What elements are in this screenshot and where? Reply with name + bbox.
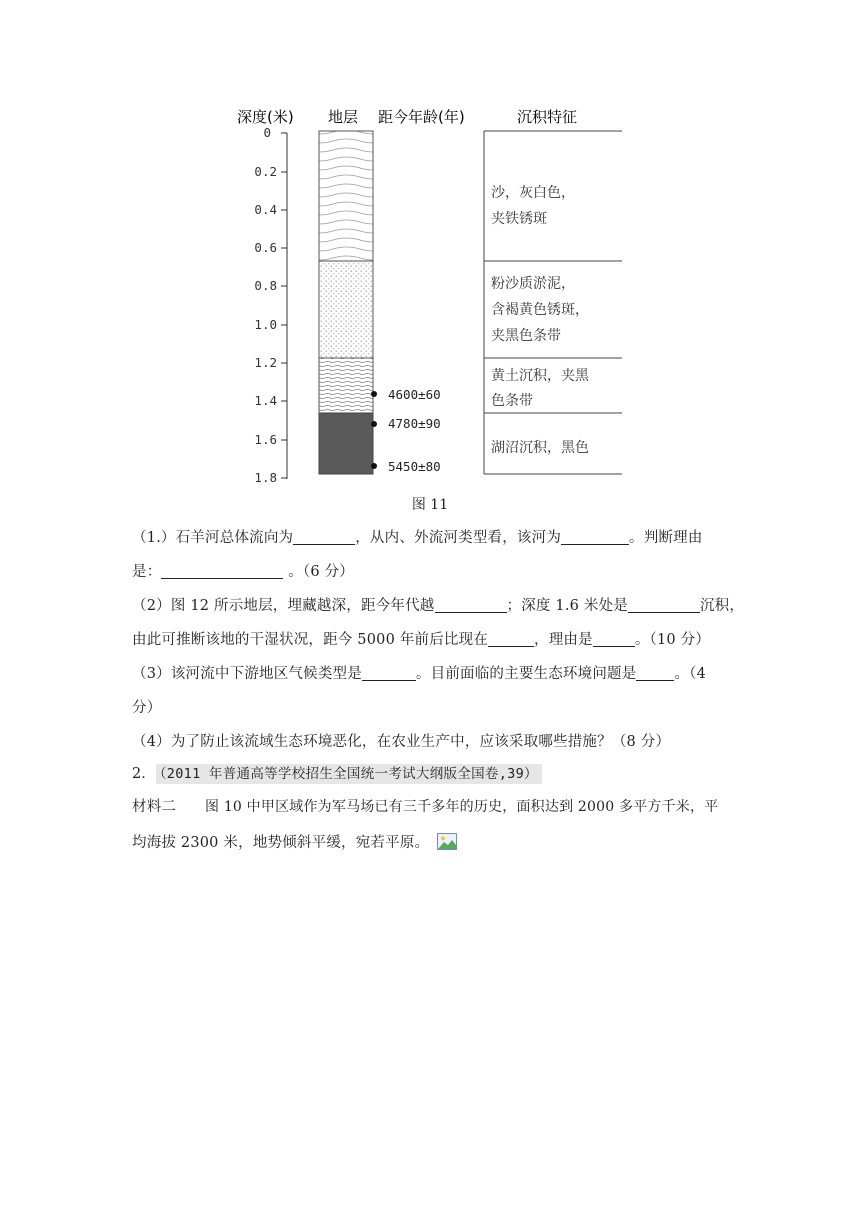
question-4: （4）为了防止该流域生态环境恶化，在农业生产中，应该采取哪些措施？（8 分） — [132, 734, 671, 750]
q1-text-c: 。判断理由 — [629, 530, 703, 546]
feature-silt-line1: 粉沙质淤泥， — [491, 276, 575, 292]
question-3-line2 — [132, 691, 742, 725]
q1-text-d: 是： — [132, 564, 162, 580]
depth-ticks — [281, 133, 287, 478]
q2-blank-reason[interactable] — [593, 630, 635, 647]
q3-text-d: 分） — [132, 700, 162, 716]
q2-text-f: 。（10 分） — [634, 632, 711, 648]
q1-text-b: ，从内、外流河类型看，该河为 — [355, 530, 562, 546]
age-dot-4780 — [371, 421, 377, 427]
q2-text-c: 沉积， — [699, 598, 745, 614]
feature-lake-line1: 湖沼沉积，黑色 — [491, 440, 589, 456]
q1-text-e: 。（6 分） — [288, 564, 355, 580]
material-text-2: 均海拔 2300 米，地势倾斜平缓，宛若平原。 — [132, 835, 430, 851]
depth-label-0.4: 0.4 — [254, 202, 277, 217]
section-2-number: 2． — [132, 766, 156, 782]
age-dot-5450 — [371, 463, 377, 469]
q2-text-b: ；深度 1.6 米处是 — [506, 598, 628, 614]
stratum-lake — [319, 413, 373, 474]
age-label-5450: 5450±80 — [388, 459, 441, 474]
q3-blank-climate[interactable] — [362, 664, 416, 681]
feature-silt-line2: 含褐黄色锈斑， — [491, 302, 589, 318]
header-depth: 深度(米) — [237, 108, 294, 126]
stratum-loess — [319, 358, 373, 413]
age-dot-4600 — [371, 391, 377, 397]
q3-text-c: 。（4 — [674, 666, 707, 682]
material-2-line1 — [132, 790, 742, 824]
q2-text-e: ，理由是 — [534, 632, 593, 648]
depth-label-1.0: 1.0 — [254, 317, 277, 332]
question-2-line1 — [132, 589, 745, 623]
feature-loess-line1: 黄土沉积，夹黑 — [491, 368, 589, 384]
depth-label-0.6: 0.6 — [254, 240, 277, 255]
depth-label-0.2: 0.2 — [254, 164, 277, 179]
feature-sand-line1: 沙，灰白色， — [491, 185, 575, 201]
question-2-line2 — [132, 623, 742, 657]
q1-blank-reason[interactable] — [161, 562, 283, 579]
q2-blank-age[interactable] — [435, 596, 507, 613]
section-2-source: （2011 年普通高等学校招生全国统一考试大纲版全国卷,39） — [156, 764, 542, 784]
question-1-line2 — [132, 555, 742, 589]
header-age: 距今年龄(年) — [378, 108, 465, 126]
figure-caption: 图 11 — [411, 497, 449, 513]
q1-text-a: （1.）石羊河总体流向为 — [132, 530, 294, 546]
stratum-silt — [319, 261, 373, 358]
feature-sand-line2: 夹铁锈斑 — [491, 211, 547, 227]
stratigraphy-diagram — [225, 100, 625, 490]
question-3-line1 — [132, 657, 742, 691]
feature-loess-line2: 色条带 — [491, 393, 533, 409]
material-label: 材料二 — [132, 799, 177, 815]
stratigraphy-figure — [225, 100, 625, 490]
depth-label-1.8: 1.8 — [254, 470, 277, 485]
depth-label-1.6: 1.6 — [254, 432, 277, 447]
q2-text-a: （2）图 12 所示地层，埋藏越深，距今年代越 — [132, 598, 435, 614]
stratum-sand — [319, 131, 373, 261]
depth-label-0.8: 0.8 — [254, 278, 277, 293]
depth-label-0: 0 — [263, 125, 271, 140]
feature-silt-line3: 夹黑色条带 — [491, 328, 561, 344]
question-1-line1 — [132, 521, 742, 555]
q2-blank-humidity[interactable] — [488, 630, 534, 647]
section-2-header — [132, 762, 542, 783]
depth-label-1.4: 1.4 — [254, 393, 277, 408]
depth-label-1.2: 1.2 — [254, 355, 277, 370]
q3-text-a: （3）该河流中下游地区气候类型是 — [132, 666, 362, 682]
header-strata: 地层 — [328, 108, 359, 126]
q1-blank-river-type[interactable] — [561, 528, 629, 545]
material-text-1: 图 10 中甲区域作为军马场已有三千多年的历史，面积达到 2000 多平方千米，平 — [204, 799, 719, 815]
q2-blank-deposit[interactable] — [628, 596, 700, 613]
age-label-4600: 4600±60 — [388, 387, 441, 402]
q2-text-d: 由此可推断该地的干湿状况，距今 5000 年前后比现在 — [132, 632, 489, 648]
header-feature: 沉积特征 — [517, 108, 578, 126]
image-placeholder-icon[interactable] — [437, 829, 457, 846]
age-label-4780: 4780±90 — [388, 416, 441, 431]
q3-text-b: 。目前面临的主要生态环境问题是 — [415, 666, 637, 682]
q3-blank-problem[interactable] — [636, 664, 674, 681]
q1-blank-direction[interactable] — [293, 528, 355, 545]
material-2-line2 — [132, 826, 742, 860]
